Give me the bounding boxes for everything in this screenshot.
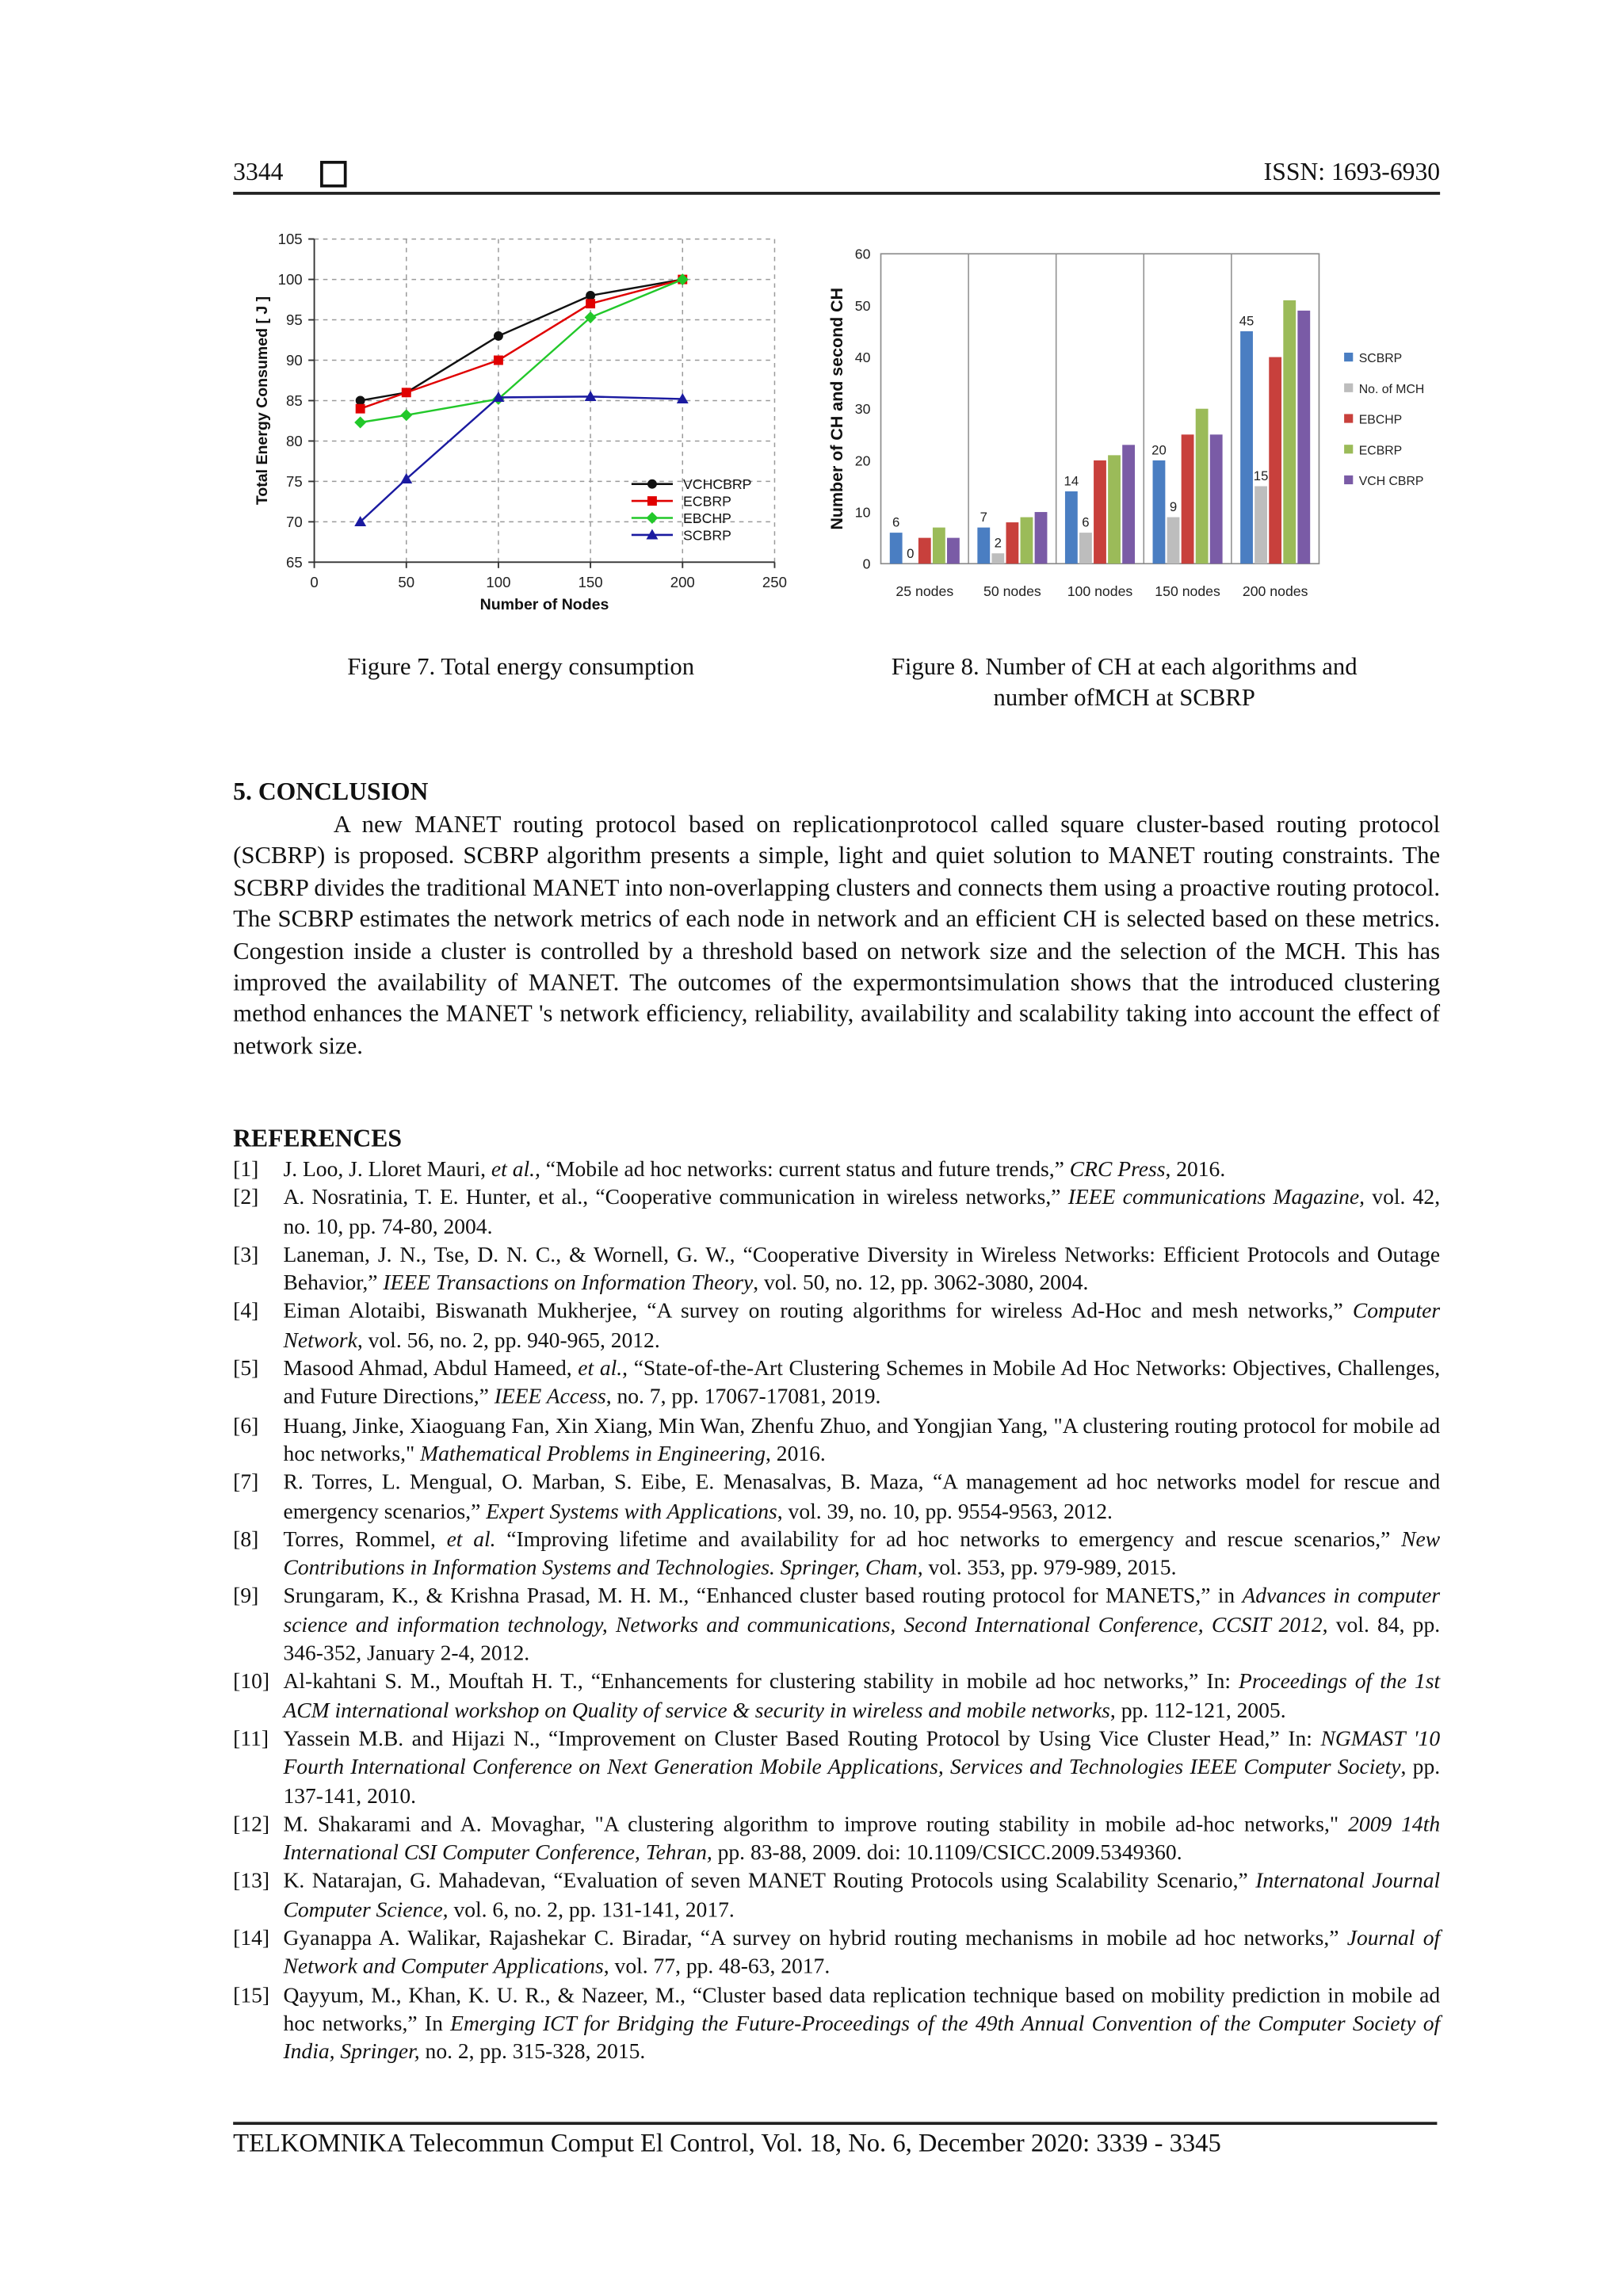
- figure8-caption: [823, 651, 1426, 712]
- y-tick-label: 105: [277, 231, 303, 248]
- y-axis-label: Total Energy Consumed [ J ]: [253, 296, 271, 506]
- x-tick-label: 150: [578, 574, 603, 591]
- y-axis-label: Number of CH and second CH: [827, 287, 847, 530]
- legend-swatch: [1344, 384, 1353, 392]
- conclusion-heading: 5. CONCLUSION: [233, 777, 429, 806]
- reference-number: [15]: [233, 1984, 270, 2008]
- reference-item: [233, 1299, 1440, 1356]
- bar-scbrp: [1065, 491, 1078, 563]
- figure7-caption: Figure 7. Total energy consumption: [347, 651, 695, 681]
- x-tick-label: 100 nodes: [1067, 583, 1133, 600]
- reference-text: Huang, Jinke, Xiaoguang Fan, Xin Xiang, Min Wan, Zhenfu Zhuo, and Yongjian Yang, "A clustering routing protocol for mobile ad hoc networks," Mathematical Problems in Engineering, 2016.: [283, 1414, 1441, 1467]
- data-point: [646, 512, 658, 524]
- bar-no-of-mch: [1254, 486, 1267, 563]
- reference-item: [233, 1584, 1440, 1670]
- bar-ebchp: [918, 538, 931, 564]
- reference-item: [233, 1726, 1440, 1812]
- data-point: [356, 396, 365, 406]
- x-tick-label: 200: [670, 574, 695, 591]
- reference-item: [233, 1413, 1440, 1470]
- bar-ecbrp: [933, 528, 945, 564]
- data-point: [647, 496, 657, 506]
- reference-text: Masood Ahmad, Abdul Hameed, et al., “State-of-the-Art Clustering Schemes in Mobile Ad Hoc Networks: Objectives, Challenges, and Future Directions,” IEEE Access, no. 7, pp. 17067-17081, 2019.: [283, 1358, 1441, 1410]
- data-label: 45: [1239, 313, 1254, 329]
- bar-vch-cbrp: [947, 538, 960, 564]
- x-tick-label: 0: [310, 574, 319, 591]
- reference-number: [11]: [233, 1728, 269, 1752]
- bar-vch-cbrp: [1035, 512, 1048, 563]
- bar-ebchp: [1269, 357, 1281, 564]
- reference-text: Yassein M.B. and Hijazi N., “Improvement on Cluster Based Routing Protocol by Using Vice Cluster Head,” In: NGMAST '10 Fourth International Conference on Next Generation Mobile Applications, Services and Technologies IEEE Computer Society, pp. 137-141, 2010.: [283, 1728, 1441, 1809]
- reference-text: Eiman Alotaibi, Biswanath Mukherjee, “A survey on routing algorithms for wireless Ad-Hoc and mesh networks,” Computer Network, vol. 56, no. 2, pp. 940-965, 2012.: [283, 1301, 1441, 1353]
- legend-label: SCBRP: [1358, 352, 1403, 366]
- data-point: [586, 299, 595, 308]
- legend-label: VCH CBRP: [1358, 474, 1424, 488]
- legend-label: EBCHP: [683, 510, 731, 527]
- legend-swatch: [1344, 476, 1353, 484]
- y-tick-label: 20: [854, 453, 871, 469]
- reference-item: [233, 1186, 1440, 1243]
- y-tick-label: 0: [862, 556, 871, 572]
- footer-rule: [233, 2122, 1437, 2124]
- x-tick-label: 25 nodes: [896, 583, 954, 600]
- reference-item: [233, 1356, 1440, 1413]
- y-tick-label: 80: [285, 432, 303, 449]
- series-ecbrp: [356, 275, 688, 414]
- legend-label: No. of MCH: [1358, 382, 1425, 396]
- reference-number: [8]: [233, 1528, 259, 1553]
- data-point: [586, 291, 595, 300]
- reference-text: J. Loo, J. Lloret Mauri, et al., “Mobile ad hoc networks: current status and future trends,” CRC Press, 2016.: [283, 1158, 1226, 1182]
- header-rule: [233, 192, 1440, 194]
- data-label: 6: [1082, 514, 1090, 530]
- legend-label: ECBRP: [683, 493, 731, 510]
- bar-ebchp: [1182, 434, 1194, 563]
- series-ebchp: [354, 273, 689, 428]
- legend-label: VCHCBRP: [683, 476, 752, 493]
- bar-scbrp: [1153, 460, 1166, 563]
- y-tick-label: 85: [285, 392, 303, 410]
- x-tick-label: 100: [486, 574, 511, 591]
- reference-item: [233, 1812, 1440, 1869]
- reference-item: [233, 1669, 1440, 1726]
- data-label: 6: [892, 514, 900, 530]
- legend-label: SCBRP: [683, 527, 731, 544]
- data-point: [400, 409, 412, 421]
- data-label: 9: [1169, 499, 1178, 515]
- bar-ecbrp: [1108, 455, 1121, 563]
- y-tick-label: 95: [285, 311, 303, 329]
- data-point: [356, 404, 365, 414]
- data-point: [494, 331, 503, 341]
- reference-text: Srungaram, K., & Krishna Prasad, M. H. M., “Enhanced cluster based routing protocol for MANETS,” in Advances in computer science and information technology, Networks and communications, Second International Conference, CCSIT 2012, vol. 84, pp. 346-352, January 2-4, 2012.: [283, 1585, 1441, 1667]
- bar-no-of-mch: [1167, 518, 1180, 564]
- reference-number: [10]: [233, 1671, 270, 1695]
- series-scbrp: [354, 391, 689, 526]
- square-bullet-icon: [320, 161, 347, 195]
- legend-swatch: [1344, 353, 1353, 361]
- series-line: [361, 280, 683, 401]
- bar-ecbrp: [1283, 300, 1296, 563]
- y-tick-label: 70: [285, 513, 303, 530]
- bar-scbrp: [890, 533, 903, 563]
- reference-text: Laneman, J. N., Tse, D. N. C., & Wornell, G. W., “Cooperative Diversity in Wireless Networks: Efficient Protocols and Outage Behavior,” IEEE Transactions on Information Theory, vol. 50, no. 12, pp. 3062-3080, 2004.: [283, 1244, 1441, 1297]
- footer-citation: TELKOMNIKA Telecommun Comput El Control, Vol. 18, No. 6, December 2020: 3339 - 3345: [233, 2127, 1221, 2157]
- bar-ebchp: [1006, 522, 1018, 563]
- figure7-line-chart: [236, 221, 796, 622]
- x-tick-label: 250: [762, 574, 787, 591]
- figure8-caption-line2: number ofMCH at SCBRP: [993, 683, 1255, 712]
- data-label: 2: [994, 535, 1002, 551]
- page-number: 3344: [233, 158, 284, 186]
- reference-item: [233, 1157, 1440, 1186]
- reference-item: [233, 1983, 1440, 2069]
- y-tick-label: 65: [285, 553, 303, 571]
- bar-ecbrp: [1196, 409, 1209, 563]
- reference-number: [12]: [233, 1813, 270, 1837]
- data-label: 7: [980, 510, 987, 525]
- reference-number: [3]: [233, 1244, 259, 1268]
- reference-number: [7]: [233, 1471, 259, 1496]
- reference-number: [14]: [233, 1927, 270, 1951]
- reference-item: [233, 1926, 1440, 1983]
- reference-item: [233, 1527, 1440, 1584]
- issn: ISSN: 1693-6930: [1263, 158, 1441, 186]
- bar-scbrp: [977, 528, 990, 564]
- figure8-caption-line1: Figure 8. Number of CH at each algorithms and: [891, 651, 1358, 681]
- reference-text: Gyanappa A. Walikar, Rajashekar C. Biradar, “A survey on hybrid routing mechanisms in mobile ad hoc networks,” Journal of Network and Computer Applications, vol. 77, pp. 48-63, 2017.: [283, 1927, 1441, 1980]
- y-tick-label: 100: [277, 271, 303, 288]
- x-tick-label: 50: [398, 574, 415, 591]
- series-vchcbrp: [356, 275, 688, 406]
- bar-no-of-mch: [991, 553, 1004, 563]
- bar-scbrp: [1240, 331, 1253, 563]
- figure8-bar-chart: [819, 236, 1445, 613]
- reference-number: [6]: [233, 1414, 259, 1438]
- legend-swatch: [1344, 445, 1353, 453]
- conclusion-paragraph: A new MANET routing protocol based on replicationprotocol called square cluster-based routing protocol (SCBRP) is proposed. SCBRP algorithm presents a simple, light and quiet solution to MANET routing constraints. The SCBRP divides the traditional MANET into non-overlapping clusters and connects them using a proactive routing protocol. The SCBRP estimates the network metrics of each node in network and an efficient CH is selected based on these metrics. Congestion inside a cluster is controlled by a threshold based on network size and the selection of the MCH. This has improved the availability of MANET. The outcomes of the expermontsimulation shows that the introduced clustering method enhances the MANET 's network efficiency, reliability, availability and scalability taking into account the effect of network size.: [233, 810, 1441, 1060]
- x-tick-label: 150 nodes: [1155, 583, 1220, 600]
- legend-label: ECBRP: [1358, 444, 1403, 458]
- y-tick-label: 40: [854, 350, 871, 366]
- reference-text: M. Shakarami and A. Movaghar, "A clustering algorithm to improve routing stability in mobile ad-hoc networks," 2009 14th International CSI Computer Conference, Tehran, pp. 83-88, 2009. doi: 10.1109/CSICC.2009.5349360.: [283, 1813, 1441, 1866]
- bar-vch-cbrp: [1210, 434, 1223, 563]
- data-label: 14: [1064, 473, 1079, 489]
- references-heading: REFERENCES: [233, 1124, 402, 1153]
- y-tick-label: 50: [854, 297, 871, 314]
- reference-text: Al-kahtani S. M., Mouftah H. T., “Enhancements for clustering stability in mobile ad hoc networks,” In: Proceedings of the 1st ACM international workshop on Quality of service & security in wireless and mobile networks, pp. 112-121, 2005.: [283, 1671, 1441, 1723]
- reference-list: [233, 1157, 1440, 2069]
- y-tick-label: 60: [854, 246, 871, 262]
- data-point: [354, 417, 366, 429]
- bar-vch-cbrp: [1297, 311, 1310, 563]
- data-point: [494, 356, 503, 365]
- data-label: 20: [1151, 442, 1167, 458]
- bar-ecbrp: [1021, 518, 1033, 564]
- reference-text: K. Natarajan, G. Mahadevan, “Evaluation of seven MANET Routing Protocols using Scalability Scenario,” Internatonal Journal Computer Science, vol. 6, no. 2, pp. 131-141, 2017.: [283, 1870, 1441, 1923]
- data-point: [402, 388, 411, 397]
- bar-ebchp: [1094, 460, 1106, 563]
- legend-swatch: [1344, 414, 1353, 422]
- x-tick-label: 200 nodes: [1242, 583, 1308, 600]
- data-label: 0: [907, 545, 915, 561]
- reference-number: [9]: [233, 1585, 259, 1610]
- bar-vch-cbrp: [1122, 445, 1135, 563]
- reference-number: [13]: [233, 1870, 270, 1894]
- y-tick-label: 75: [285, 472, 303, 490]
- reference-item: [233, 1869, 1440, 1926]
- data-label: 15: [1253, 468, 1269, 484]
- reference-number: [5]: [233, 1358, 259, 1381]
- y-tick-label: 10: [854, 504, 871, 521]
- reference-text: A. Nosratinia, T. E. Hunter, et al., “Cooperative communication in wireless networks,” IEEE communications Magazine, vol. 42, no. 10, pp. 74-80, 2004.: [283, 1186, 1441, 1240]
- reference-text: R. Torres, L. Mengual, O. Marban, S. Eibe, E. Menasalvas, B. Maza, “A management ad hoc networks model for rescue and emergency scenarios,” Expert Systems with Applications, vol. 39, no. 10, pp. 9554-9563, 2012.: [283, 1471, 1441, 1524]
- reference-number: [4]: [233, 1301, 259, 1324]
- reference-text: Torres, Rommel, et al. “Improving lifetime and availability for ad hoc networks to emergency and rescue scenarios,” New Contributions in Information Systems and Technologies. Springer, Cham, vol. 353, pp. 979-989, 2015.: [283, 1528, 1441, 1581]
- reference-text: Qayyum, M., Khan, K. U. R., & Nazeer, M., “Cluster based data replication technique based on mobility prediction in mobile ad hoc networks,” In Emerging ICT for Bridging the Future-Proceedings of the 49th Annual Convention of the Computer Society of India, Springer, no. 2, pp. 315-328, 2015.: [283, 1984, 1441, 2065]
- y-tick-label: 90: [285, 352, 303, 369]
- y-tick-label: 30: [854, 401, 871, 418]
- x-axis-label: Number of Nodes: [479, 595, 609, 613]
- data-point: [647, 479, 657, 489]
- legend: [632, 476, 752, 543]
- x-tick-label: 50 nodes: [983, 583, 1041, 600]
- legend-label: EBCHP: [1358, 413, 1403, 427]
- reference-number: [1]: [233, 1158, 259, 1182]
- legend: [1344, 352, 1424, 488]
- reference-item: [233, 1470, 1440, 1527]
- bar-no-of-mch: [1079, 533, 1092, 563]
- reference-item: [233, 1242, 1440, 1299]
- reference-number: [2]: [233, 1186, 259, 1211]
